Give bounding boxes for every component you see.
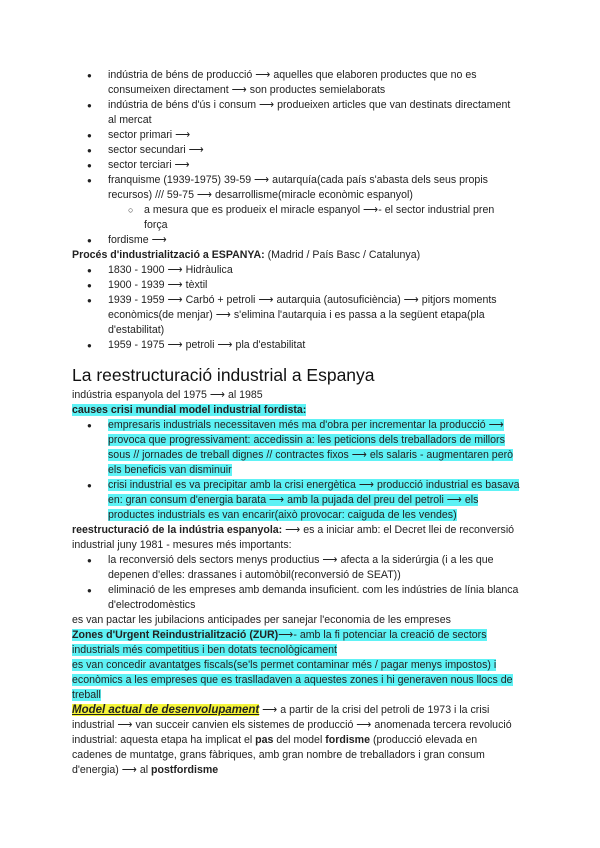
section-title: La reestructuració industrial a Espanya [72,365,375,385]
bullet-list-periods [72,263,520,353]
sub-list-item: ○ a mesura que es produeix el miracle espanyol ⟶- el sector industrial pren força [72,203,520,233]
list-item: ● la reconversió dels sectors menys productius ⟶ afecta a la siderúrgia (i a les que depenen d'elles: drassanes i automòbil(reconversió de SEAT)) [72,553,520,583]
bullet-list-industry [72,68,520,248]
model-paragraph: Model actual de desenvolupament ⟶ a partir de la crisi del petroli de 1973 i la crisi industrial ⟶ van succeir canvien els sistemes de producció ⟶ anomenada tercera revolució industrial: aquesta etapa ha implicat el pas del model fordisme (producció elevada en cadenes de muntatge, grans fàbriques, amb gran nombre de treballadors i gran consum d'energia) ⟶ al postfordisme [72,704,512,776]
causes-list [72,418,520,523]
reestructuracio-paragraph [72,523,520,553]
list-item: ● sector primari ⟶ [72,128,520,143]
reestructuracio-list [72,553,520,613]
list-item: ● crisi industrial es va precipitar amb la crisi energètica ⟶ producció industrial es basava en: gran consum d'energia barata ⟶ amb la pujada del preu del petroli ⟶ els productes industrials es van encarir(això provocar: caiguda de les vendes) [72,478,520,523]
list-item: ● 1939 - 1959 ⟶ Carbó + petroli ⟶ autarquia (autosuficiència) ⟶ pitjors moments econòmics(de menjar) ⟶ s'elimina l'autarquia i es passa a la següent etapa(pla d'estabilitat) [72,293,520,338]
list-item: ● 1900 - 1939 ⟶ tèxtil [72,278,520,293]
reestructuracio-label: reestructuració de la indústria espanyola: [72,524,283,536]
reestructuracio-text: ⟶ es a iniciar amb: el Decret llei de reconversió industrial juny 1981 - mesures més importants: [72,524,515,551]
list-item: ● indústria de béns de producció ⟶ aquelles que elaboren productes que no es consumeixen directament ⟶ son productes semielaborats [72,68,520,98]
proces-regions: (Madrid / País Basc / Catalunya) [267,249,421,261]
document-page [72,68,520,778]
intro-line: indústria espanyola del 1975 ⟶ al 1985 [72,389,263,401]
proces-line [72,248,520,263]
list-item: ● fordisme ⟶ [72,233,520,248]
zur-text: ⟶- amb la fi potenciar la creació de sectors industrials més competitius i ben dotats tecnològicament [72,629,487,656]
zur-paragraph [72,628,520,658]
list-item: ● sector secundari ⟶ [72,143,520,158]
zur-label: Zones d'Urgent Reindustrialització (ZUR) [72,629,279,641]
jubilacions-line: es van pactar les jubilacions anticipades per sanejar l'economia de les empreses [72,614,451,626]
causes-heading: causes crisi mundial model industrial fordista: [72,404,307,416]
list-item: ● eliminació de les empreses amb demanda insuficient. com les indústries de línia blanca d'electrodomèstics [72,583,520,613]
list-item: ● empresaris industrials necessitaven més ma d'obra per incrementar la producció ⟶ provoca que progressivament: accedissin a: les peticions dels treballadors de millors sous // jornades de treball dignes // contractes fixos ⟶ els salaris - augmentaren però els beneficis van disminuir [72,418,520,478]
list-item: ● 1830 - 1900 ⟶ Hidràulica [72,263,520,278]
zur-paragraph-2: es van concedir avantatges fiscals(se'ls permet contaminar més / pagar menys impostos) i econòmics a les empreses que es traslladaven a aquestes zones i hi generaven nous llocs de treball [72,659,513,701]
list-item: ● 1959 - 1975 ⟶ petroli ⟶ pla d'estabilitat [72,338,520,353]
list-item: ● sector terciari ⟶ [72,158,520,173]
list-item: ● indústria de béns d'ús i consum ⟶ produeixen articles que van destinats directament al mercat [72,98,520,128]
list-item: ● franquisme (1939-1975) 39-59 ⟶ autarquía(cada país s'abasta dels seus propis recursos) /// 59-75 ⟶ desarrollisme(miracle econòmic espanyol) [72,173,520,203]
proces-heading: Procés d'industrialització a ESPANYA: [72,249,265,261]
model-label: Model actual de desenvolupament [72,704,260,716]
